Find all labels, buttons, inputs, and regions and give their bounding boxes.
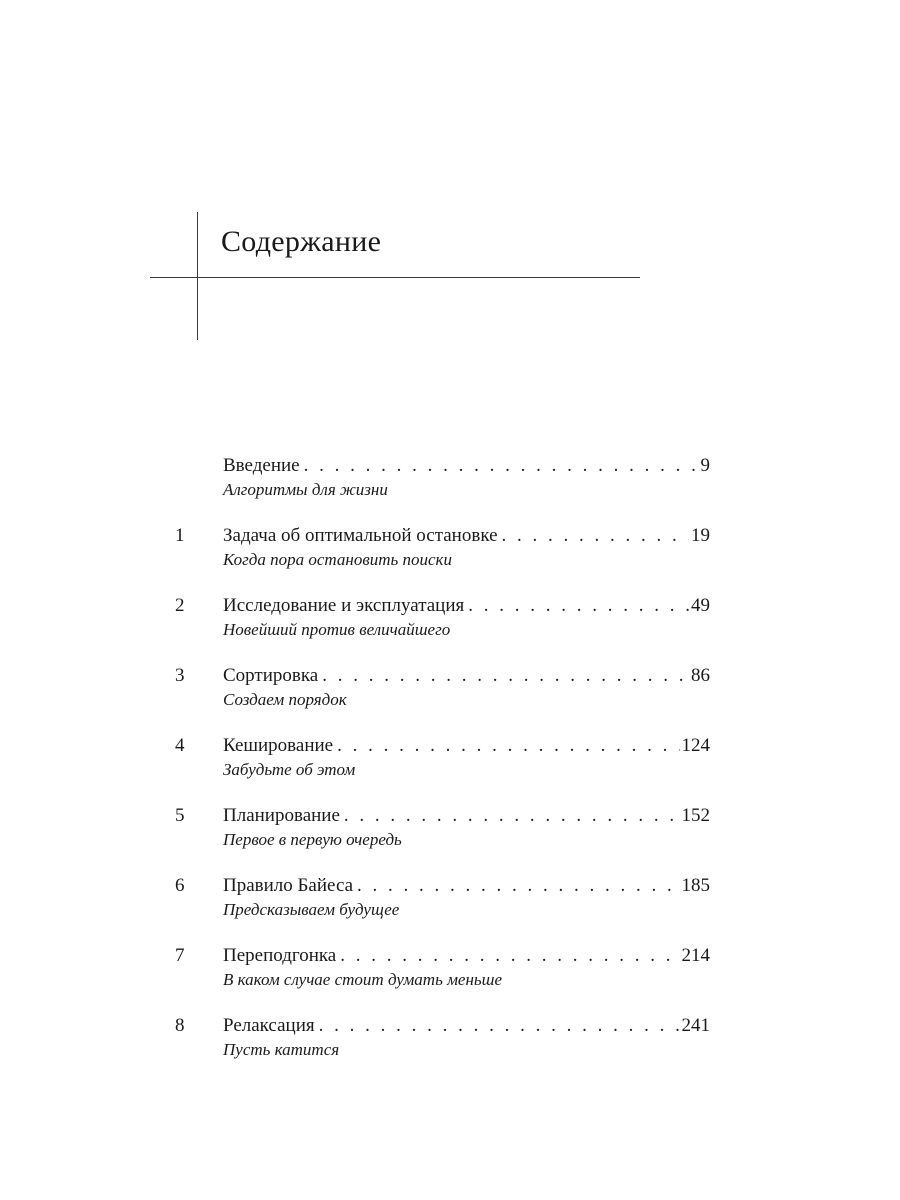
chapter-number: 6 [175, 875, 185, 896]
page-number: 241 [681, 1015, 710, 1036]
chapter-subtitle: Пусть катится [223, 1040, 340, 1059]
chapter-title: Сортировка [223, 665, 319, 686]
chapter-subtitle: Забудьте об этом [223, 760, 356, 779]
toc-line [223, 873, 710, 899]
dot-leader [357, 873, 679, 899]
page-number: 86 [691, 665, 710, 686]
chapter-subtitle: В каком случае стоит думать меньше [223, 970, 503, 989]
chapter-subtitle: Создаем порядок [223, 690, 347, 709]
chapter-number: 5 [175, 805, 185, 826]
chapter-subtitle: Первое в первую очередь [223, 830, 402, 849]
chapter-number: 7 [175, 945, 185, 966]
page-number: 152 [681, 805, 710, 826]
toc-entry-chapter-3 [150, 663, 710, 733]
toc-entry-chapter-5 [150, 803, 710, 873]
toc-line [223, 1013, 710, 1039]
dot-leader [502, 523, 689, 549]
chapter-subtitle: Алгоритмы для жизни [223, 480, 388, 499]
toc-entry-chapter-6 [150, 873, 710, 943]
chapter-title: Кеширование [223, 735, 334, 756]
chapter-subtitle: Предсказываем будущее [223, 900, 400, 919]
toc-entry-chapter-2 [150, 593, 710, 663]
toc-line [223, 523, 710, 549]
dot-leader [304, 453, 699, 479]
chapter-title: Задача об оптимальной остановке [223, 525, 498, 546]
chapter-subtitle: Новейший против величайшего [223, 620, 451, 639]
toc-entry-chapter-8 [150, 1013, 710, 1083]
dot-leader [337, 733, 679, 759]
chapter-number: 1 [175, 525, 185, 546]
chapter-title: Исследование и эксплуатация [223, 595, 465, 616]
dot-leader [340, 943, 679, 969]
toc-line [223, 663, 710, 689]
page-number: 124 [681, 735, 710, 756]
toc-entry-chapter-7 [150, 943, 710, 1013]
toc-entry-chapter-1 [150, 523, 710, 593]
toc-line [223, 733, 710, 759]
toc-entry-introduction [150, 453, 710, 523]
dot-leader [468, 593, 689, 619]
chapter-title: Переподгонка [223, 945, 337, 966]
dot-leader [322, 663, 689, 689]
toc-line [223, 943, 710, 969]
heading-vertical-rule [197, 212, 198, 340]
table-of-contents [150, 453, 710, 1083]
chapter-number: 2 [175, 595, 185, 616]
page-number: 19 [691, 525, 710, 546]
chapter-number: 3 [175, 665, 185, 686]
dot-leader [344, 803, 680, 829]
toc-line [223, 803, 710, 829]
dot-leader [319, 1013, 680, 1039]
page-number: 9 [700, 455, 710, 476]
chapter-title: Введение [223, 455, 300, 476]
page-number: 185 [681, 875, 710, 896]
chapter-number: 4 [175, 735, 185, 756]
chapter-number: 8 [175, 1015, 185, 1036]
chapter-title: Релаксация [223, 1015, 315, 1036]
page-title: Содержание [221, 225, 382, 258]
chapter-title: Правило Байеса [223, 875, 354, 896]
chapter-title: Планирование [223, 805, 340, 826]
page-number: 214 [681, 945, 710, 966]
toc-line [223, 593, 710, 619]
toc-entry-chapter-4 [150, 733, 710, 803]
toc-line [223, 453, 710, 479]
page-number: 49 [691, 595, 710, 616]
chapter-subtitle: Когда пора остановить поиски [223, 550, 452, 569]
heading-horizontal-rule [150, 277, 640, 278]
